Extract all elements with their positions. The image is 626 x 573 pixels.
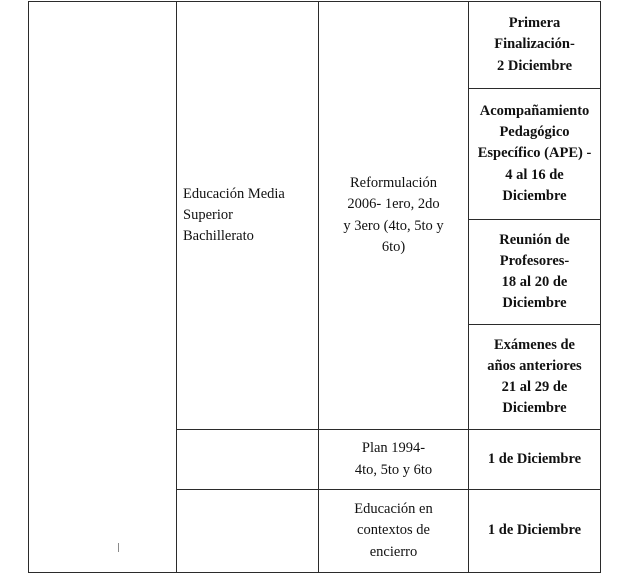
- date-line: 21 al 29 de: [501, 379, 568, 395]
- date-cell-ape: [469, 89, 601, 220]
- date-line: Diciembre: [502, 400, 567, 417]
- date-cell-examenes-anteriores: [469, 325, 601, 430]
- date-line: Acompañamiento: [479, 103, 590, 120]
- table-row: [29, 2, 601, 89]
- date-line: 4 al 16 de: [505, 166, 564, 183]
- level-cell-media-superior: [177, 2, 319, 430]
- plan-line: y 3ero (4to, 5to y: [343, 217, 444, 234]
- date-line: Reunión de: [499, 231, 570, 248]
- plan-line: Reformulación: [350, 175, 437, 192]
- level-line: Bachillerato: [183, 228, 254, 244]
- page-tick-mark: [118, 543, 119, 552]
- plan-line: Educación en: [354, 501, 433, 518]
- date-line: años anteriores: [487, 357, 582, 374]
- empty-level-cell: [177, 490, 319, 573]
- empty-left-column: [29, 2, 177, 573]
- plan-cell-reformulacion-2006: [319, 2, 469, 430]
- date-line: Diciembre: [502, 187, 567, 204]
- date-cell-primera-finalizacion: [469, 2, 601, 89]
- date-line: 1 de Diciembre: [487, 522, 582, 539]
- level-line: Educación Media: [183, 185, 285, 202]
- date-line: Pedagógico: [499, 124, 570, 141]
- date-line: Específico (APE) -: [477, 145, 592, 162]
- empty-level-cell: [177, 430, 319, 490]
- plan-line: encierro: [369, 543, 418, 560]
- plan-line: 2006- 1ero, 2do: [347, 196, 440, 213]
- date-cell-contextos-encierro: [469, 490, 601, 573]
- date-line: Profesores-: [499, 252, 570, 269]
- plan-line: contextos de: [357, 522, 430, 539]
- date-line: Finalización-: [494, 36, 575, 53]
- date-cell-plan-1994: [469, 430, 601, 490]
- plan-cell-contextos-encierro: [319, 490, 469, 573]
- date-line: Diciembre: [502, 295, 567, 312]
- date-line: Primera: [508, 15, 561, 32]
- date-cell-reunion-profesores: [469, 220, 601, 325]
- plan-line: 6to): [381, 238, 406, 255]
- date-line: 2 Diciembre: [496, 57, 573, 74]
- date-line: 18 al 20 de: [501, 274, 568, 290]
- level-line: Superior: [183, 206, 233, 223]
- plan-cell-plan-1994: [319, 430, 469, 490]
- plan-line: Plan 1994-: [361, 440, 426, 457]
- date-line: 1 de Diciembre: [487, 450, 582, 467]
- schedule-table: [28, 1, 601, 573]
- date-line: Exámenes de: [494, 336, 575, 353]
- plan-line: 4to, 5to y 6to: [354, 461, 433, 478]
